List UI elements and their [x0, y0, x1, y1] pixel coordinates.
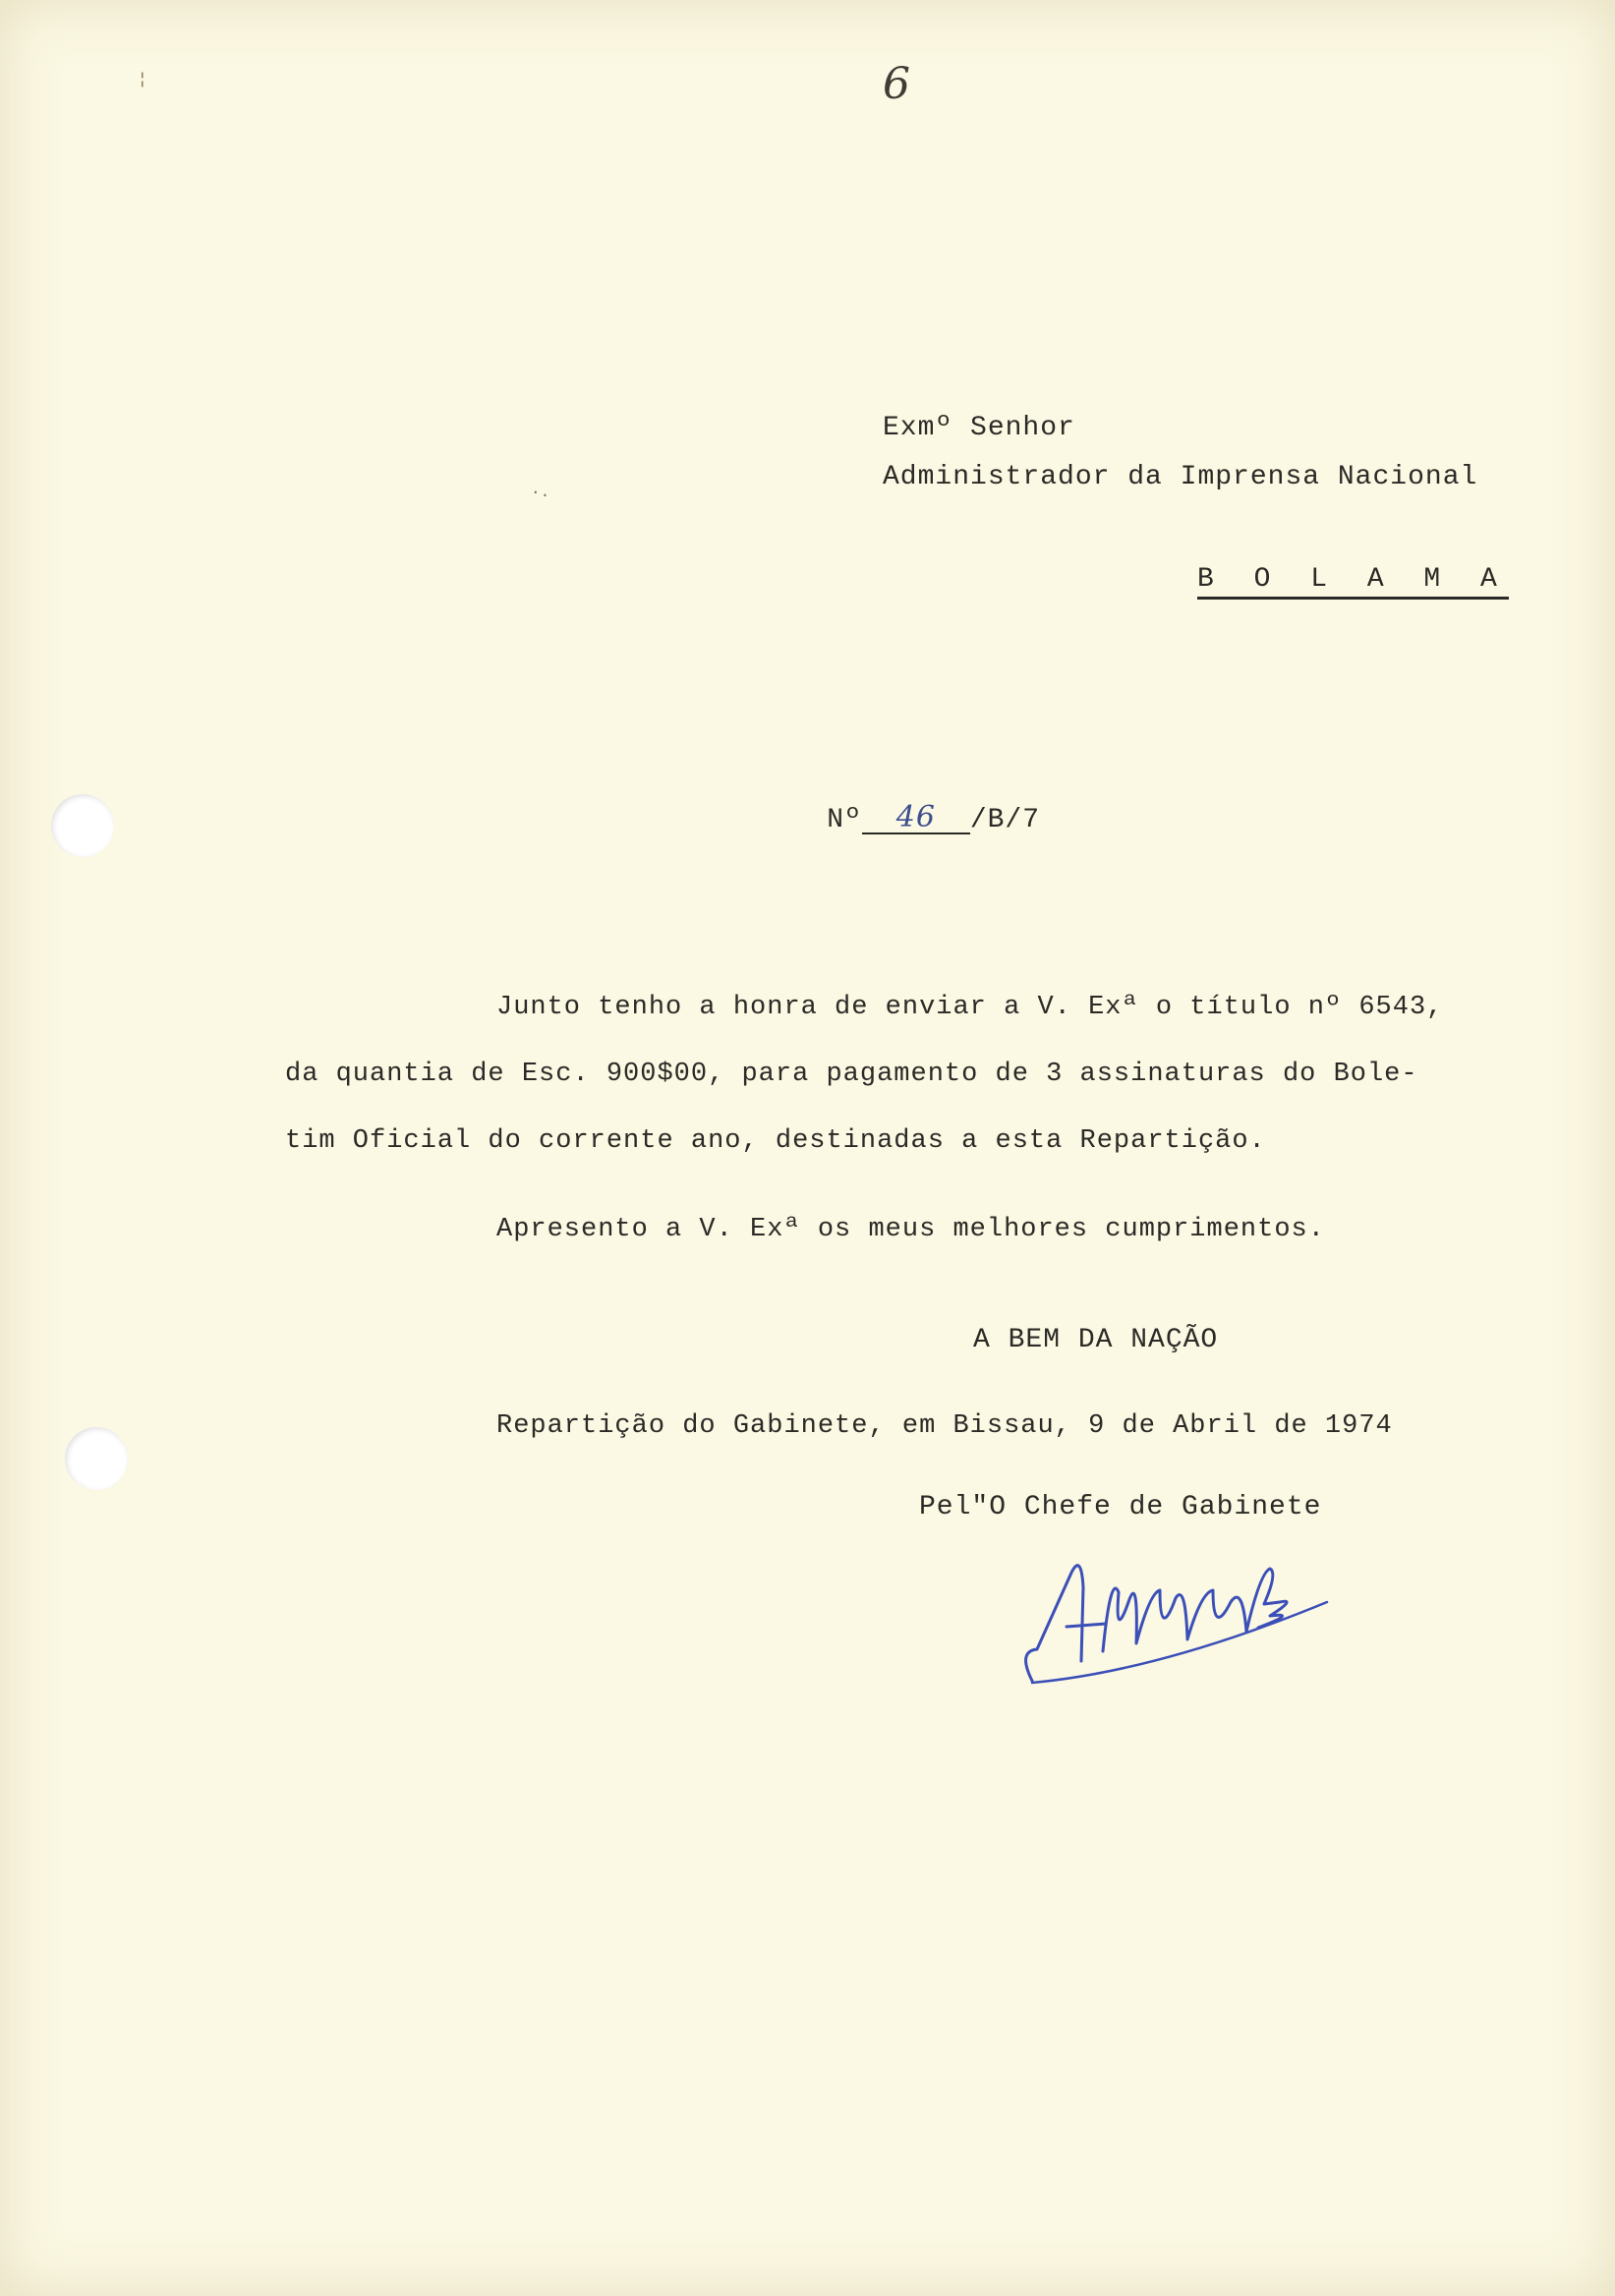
reference-number: 46	[862, 803, 970, 834]
body-line-2: da quantia de Esc. 900$00, para pagamento de 3 assinaturas do Bole-	[285, 1060, 1418, 1089]
closing-motto: A BEM DA NAÇÃO	[973, 1325, 1219, 1355]
punch-hole-bottom	[65, 1427, 128, 1490]
punch-hole-top	[51, 794, 114, 857]
handwritten-signature	[1012, 1533, 1337, 1700]
reference-suffix: /B/7	[969, 805, 1041, 835]
margin-mark: ¦	[138, 71, 147, 88]
paper-speck: ·.	[531, 484, 550, 501]
reference-prefix: Nº	[827, 805, 862, 835]
body-line-3: tim Oficial do corrente ano, destinadas a esta Repartição.	[285, 1126, 1266, 1156]
reference-line	[757, 773, 1040, 866]
recipient-salutation: Exmº Senhor	[883, 413, 1075, 443]
closing-signatory: Pel"O Chefe de Gabinete	[919, 1492, 1322, 1522]
recipient-location: B O L A M A	[1197, 564, 1509, 595]
closing-place-date: Repartição do Gabinete, em Bissau, 9 de Abril de 1974	[496, 1411, 1393, 1441]
body-line-4: Apresento a V. Exª os meus melhores cumprimentos.	[496, 1215, 1325, 1244]
recipient-title: Administrador da Imprensa Nacional	[883, 462, 1478, 492]
page-number: 6	[883, 59, 910, 109]
body-line-1: Junto tenho a honra de enviar a V. Exª o título nº 6543,	[496, 993, 1444, 1022]
